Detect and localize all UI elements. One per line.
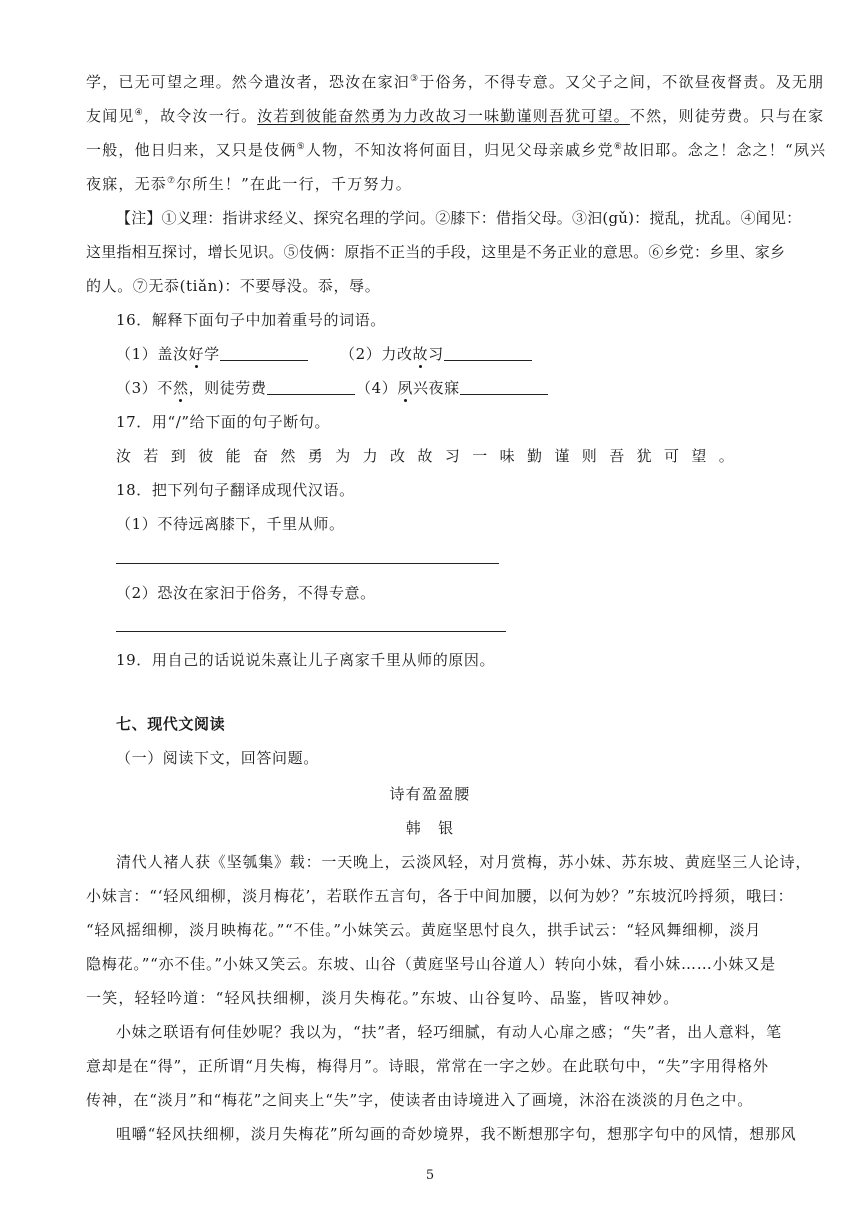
answer-blank[interactable] [220,346,308,361]
answer-line[interactable] [116,631,506,632]
section-instruction: （一）阅读下文，回答问题。 [116,749,319,767]
classical-line-1: 学，已无可望之理。然今遣汝者，恐汝在家汩③于俗务，不得专意。又父子之间，不欲昼夜督责。及无朋 [86,73,825,91]
q18-item-1: （1）不待远离膝下，千里从师。 [116,515,345,533]
q16-item-4: （4）夙兴夜寐 [356,378,556,398]
q17-sentence: 汝若到彼能奋然勇为力改故习一味勤谨则吾犹可望。 [116,447,747,465]
article-p1-l3: “轻风摇细柳，淡月映梅花。”“不佳。”小妹笑云。黄庭坚思忖良久，拱手试云：“轻风舞细柳，淡月 [86,921,762,939]
underlined-sentence: 汝若到彼能奋然勇为力改故习一味勤谨则吾犹可望。 [257,107,630,125]
question-18-title: 18．把下列句子翻译成现代汉语。 [116,481,355,499]
q18-item-2: （2）恐汝在家汩于俗务，不得专意。 [116,584,376,602]
question-16-title: 16．解释下面句子中加着重号的词语。 [116,311,386,329]
answer-blank[interactable] [444,346,532,361]
notes-line-1: 【注】①义理：指讲求经义、探究名理的学问。②膝下：借指父母。③汩(gǔ)：搅乱，扰乱。④闻见： [116,209,802,227]
article-p3-l1: 咀嚼“轻风扶细柳，淡月失梅花”所勾画的奇妙境界，我不断想那字句，想那字句中的风情，想那风 [116,1125,797,1143]
question-17-title: 17．用“/”给下面的句子断句。 [116,413,331,431]
notes-line-3: 的人。⑦无忝(tiǎn)：不要辱没。忝，辱。 [86,277,381,295]
article-p1-l5: 一笑，轻轻吟道：“轻风扶细柳，淡月失梅花。”东坡、山谷复吟、品鉴，皆叹神妙。 [86,989,680,1007]
question-19-title: 19．用自己的话说说朱熹让儿子离家千里从师的原因。 [116,651,496,669]
section-heading: 七、现代文阅读 [116,715,226,733]
article-p1-l2: 小妹言：“‘轻风细柳，淡月梅花’，若联作五言句，各于中间加腰，以何为妙？”东坡沉吟捋须，哦曰： [86,887,794,905]
answer-line[interactable] [116,563,499,564]
article-p1-l1: 清代人褚人获《坚瓠集》载：一天晚上，云淡风轻，对月赏梅，苏小妹、苏东坡、黄庭坚三人论诗， [116,853,812,871]
article-p2-l1: 小妹之联语有何佳妙呢？我以为，“扶”者，轻巧细腻，有动人心扉之感；“失”者，出人意料，笔 [116,1023,782,1041]
page-number: 5 [425,1168,435,1183]
answer-blank[interactable] [267,380,355,395]
answer-blank[interactable] [460,380,548,395]
classical-line-3: 一般，他日归来，又只是伎俩⑤人物，不知汝将何面目，归见父母亲戚乡党⑥故旧耶。念之！念之！“夙兴 [86,141,827,159]
q16-item-3: （3）不然，则徒劳费 [116,378,356,398]
q16-item-2: （2）力改故习 [340,344,540,364]
article-p1-l4: 隐梅花。”“亦不佳。”小妹又笑云。东坡、山谷（黄庭坚号山谷道人）转向小妹，看小妹……小妹又是 [86,955,776,973]
article-p2-l3: 传神，在“淡月”和“梅花”之间夹上“失”字，使读者由诗境进入了画境，沐浴在淡淡的月色之中。 [86,1091,754,1109]
classical-line-2: 友闻见④，故令汝一行。汝若到彼能奋然勇为力改故习一味勤谨则吾犹可望。不然，则徒劳费。只与在家 [86,107,825,125]
q16-item-1: （1）盖汝好学 [116,344,316,364]
notes-line-2: 这里指相互探讨，增长见识。⑤伎俩：原指不正当的手段，这里是不务正业的意思。⑥乡党：乡里、家乡 [86,243,786,261]
article-p2-l2: 意却是在“得”，正所谓“月失梅，梅得月”。诗眼，常常在一字之妙。在此联句中，“失”字用得格外 [86,1057,769,1075]
article-author: 韩 银 [405,819,455,837]
classical-line-4: 夜寐，无忝⑦尔所生！”在此一行，千万努力。 [86,175,412,193]
article-title: 诗有盈盈腰 [389,785,471,803]
